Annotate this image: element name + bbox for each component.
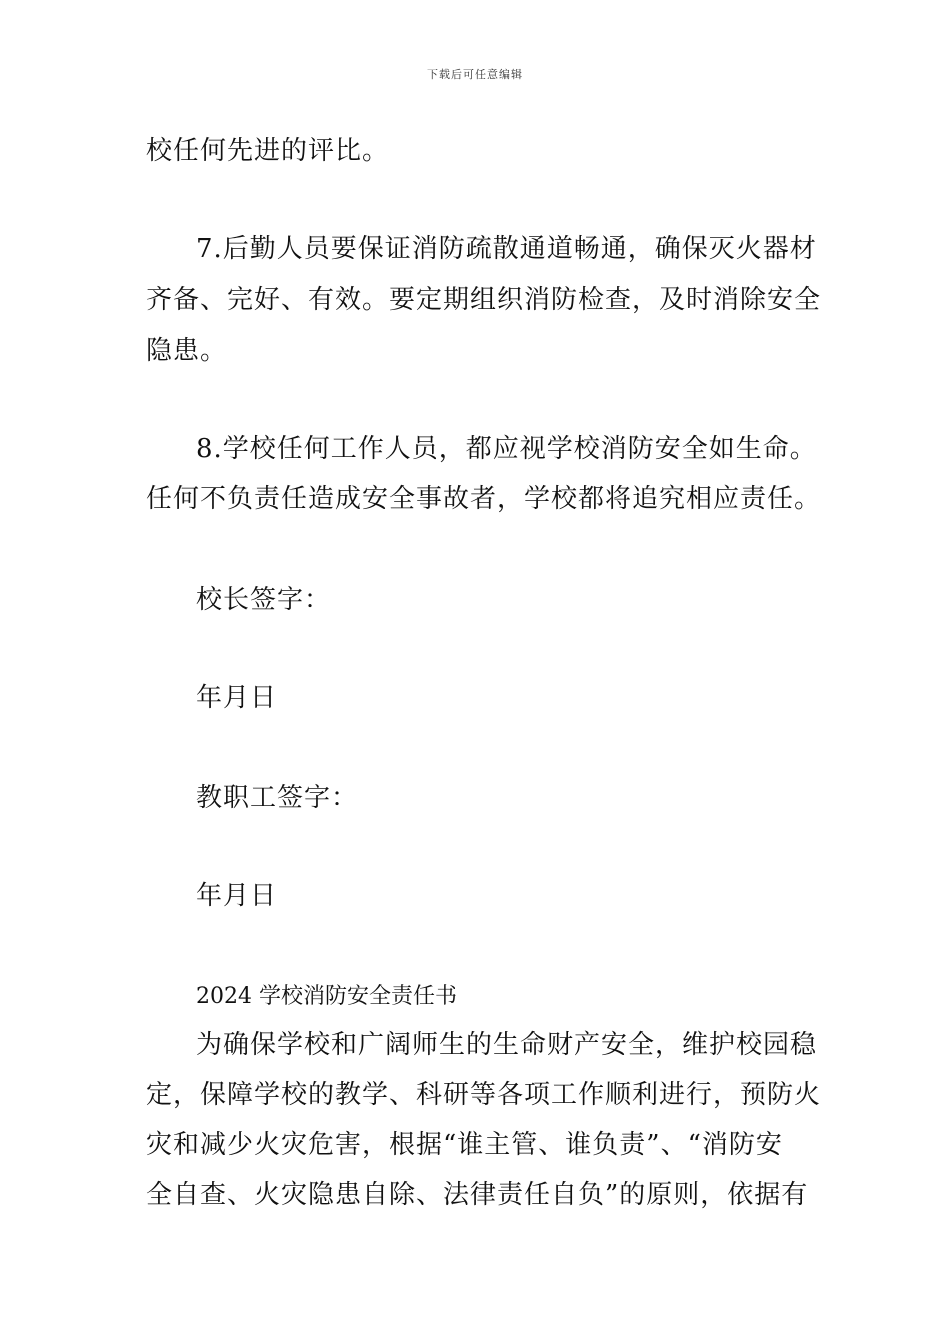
text-line: 定，保障学校的教学、科研等各项工作顺利进行，预防火 [146,1080,822,1110]
text-line: 校任何先进的评比。 [146,136,390,166]
date-placeholder: 年月日 [196,683,278,713]
text-line: 齐备、完好、有效。要定期组织消防检查，及时消除安全 [146,285,822,315]
text-line: 为确保学校和广阔师生的生命财产安全，维护校园稳 [196,1030,818,1060]
page-header-note: 下载后可任意编辑 [427,68,523,81]
text-line: 全自查、火灾隐患自除、法律责任自负”的原则，依据有 [146,1180,809,1210]
text-line: 灾和减少火灾危害，根据“谁主管、谁负责”、“消防安 [146,1130,783,1160]
staff-signature-label: 教职工签字： [196,783,359,813]
principal-signature-label: 校长签字： [196,585,332,615]
text-line: 7.后勤人员要保证消防疏散通道畅通，确保灭火器材 [196,234,817,264]
date-placeholder: 年月日 [196,881,278,911]
text-line: 任何不负责任造成安全事故者，学校都将追究相应责任。 [146,484,822,514]
text-line: 隐患。 [146,336,228,366]
text-line: 8.学校任何工作人员，都应视学校消防安全如生命。 [196,434,817,464]
document-title: 2024 学校消防安全责任书 [196,984,457,1009]
